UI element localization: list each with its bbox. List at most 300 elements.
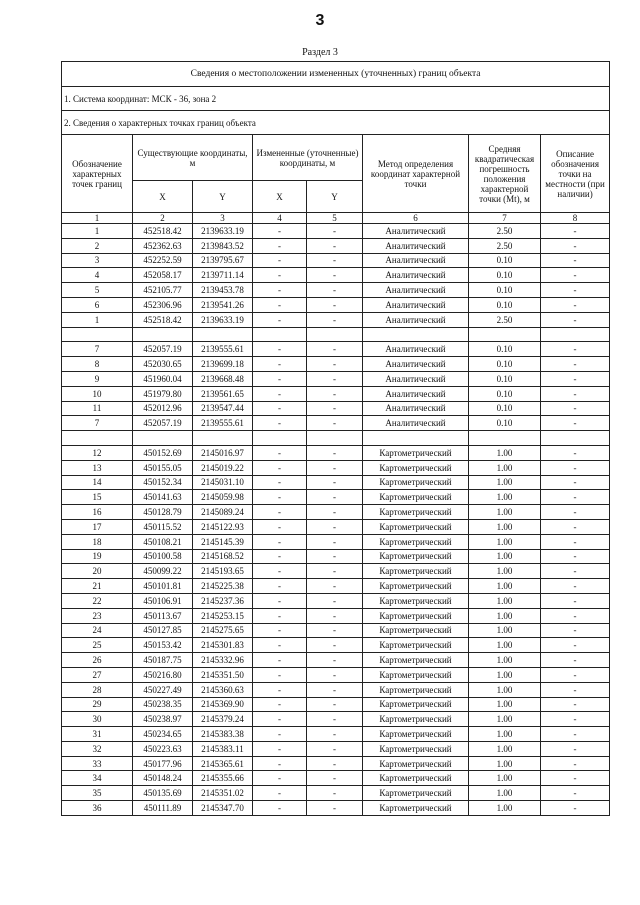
cell-point-number: 21 xyxy=(62,579,133,594)
page-number: 3 xyxy=(315,12,325,29)
cell-error: 0.10 xyxy=(469,342,541,357)
cell-existing-x: 450111.89 xyxy=(133,801,193,816)
cell-error: 0.10 xyxy=(469,371,541,386)
cell-description: - xyxy=(541,682,610,697)
cell-point-number xyxy=(62,327,133,342)
cell-description: - xyxy=(541,505,610,520)
column-number-row xyxy=(62,213,610,224)
table-row xyxy=(62,401,610,416)
cell-existing-x: 450100.58 xyxy=(133,549,193,564)
cell-description: - xyxy=(541,475,610,490)
cell-existing-y: 2139795.67 xyxy=(193,253,253,268)
cell-description: - xyxy=(541,534,610,549)
cell-changed-x: - xyxy=(253,253,307,268)
cell-changed-y: - xyxy=(307,342,363,357)
cell-existing-y: 2139843.52 xyxy=(193,238,253,253)
cell-method: Картометрический xyxy=(363,564,469,579)
cell-existing-x: 450101.81 xyxy=(133,579,193,594)
cell-error: 0.10 xyxy=(469,416,541,431)
col-number: 4 xyxy=(253,213,307,224)
header-existing-y: Y xyxy=(193,181,253,213)
cell-changed-y: - xyxy=(307,312,363,327)
cell-description: - xyxy=(541,564,610,579)
table-row xyxy=(62,697,610,712)
cell-existing-y: 2145369.90 xyxy=(193,697,253,712)
cell-existing-y xyxy=(193,327,253,342)
cell-error: 2.50 xyxy=(469,312,541,327)
cell-changed-y: - xyxy=(307,608,363,623)
cell-existing-y: 2139699.18 xyxy=(193,357,253,372)
cell-method: Аналитический xyxy=(363,283,469,298)
cell-existing-x: 450115.52 xyxy=(133,519,193,534)
header-changed-y: Y xyxy=(307,181,363,213)
cell-changed-x: - xyxy=(253,416,307,431)
cell-point-number: 15 xyxy=(62,490,133,505)
cell-description: - xyxy=(541,238,610,253)
table-row xyxy=(62,297,610,312)
cell-existing-y: 2139555.61 xyxy=(193,416,253,431)
cell-existing-x: 452030.65 xyxy=(133,357,193,372)
cell-changed-x: - xyxy=(253,727,307,742)
cell-point-number: 3 xyxy=(62,253,133,268)
cell-point-number: 12 xyxy=(62,445,133,460)
cell-changed-x: - xyxy=(253,297,307,312)
cell-description: - xyxy=(541,297,610,312)
cell-existing-y: 2145360.63 xyxy=(193,682,253,697)
col-number: 6 xyxy=(363,213,469,224)
cell-error: 1.00 xyxy=(469,564,541,579)
cell-existing-y: 2145031.10 xyxy=(193,475,253,490)
cell-description: - xyxy=(541,756,610,771)
cell-changed-y: - xyxy=(307,638,363,653)
cell-description: - xyxy=(541,593,610,608)
cell-changed-x: - xyxy=(253,357,307,372)
table-row xyxy=(62,445,610,460)
cell-existing-y: 2145351.02 xyxy=(193,786,253,801)
points-header: 2. Сведения о характерных точках границ объекта xyxy=(62,111,610,135)
cell-error: 1.00 xyxy=(469,697,541,712)
cell-existing-x: 450141.63 xyxy=(133,490,193,505)
cell-existing-x: 450177.96 xyxy=(133,756,193,771)
cell-changed-x: - xyxy=(253,682,307,697)
cell-method: Картометрический xyxy=(363,549,469,564)
cell-changed-x: - xyxy=(253,312,307,327)
cell-point-number: 16 xyxy=(62,505,133,520)
cell-changed-x: - xyxy=(253,801,307,816)
cell-changed-y: - xyxy=(307,564,363,579)
cell-description: - xyxy=(541,727,610,742)
table-row xyxy=(62,312,610,327)
cell-method: Картометрический xyxy=(363,741,469,756)
cell-changed-y: - xyxy=(307,697,363,712)
cell-method: Аналитический xyxy=(363,401,469,416)
cell-error: 1.00 xyxy=(469,608,541,623)
cell-changed-x: - xyxy=(253,490,307,505)
cell-existing-x: 450128.79 xyxy=(133,505,193,520)
col-number: 7 xyxy=(469,213,541,224)
cell-description: - xyxy=(541,357,610,372)
cell-existing-x: 450216.80 xyxy=(133,667,193,682)
cell-existing-y: 2145355.66 xyxy=(193,771,253,786)
cell-point-number: 34 xyxy=(62,771,133,786)
cell-error: 1.00 xyxy=(469,490,541,505)
cell-point-number: 13 xyxy=(62,460,133,475)
cell-error: 1.00 xyxy=(469,534,541,549)
cell-point-number: 14 xyxy=(62,475,133,490)
cell-error: 1.00 xyxy=(469,727,541,742)
cell-changed-y: - xyxy=(307,756,363,771)
table-row xyxy=(62,549,610,564)
header-method: Метод определения координат характерной точки xyxy=(363,135,469,213)
cell-error: 2.50 xyxy=(469,238,541,253)
cell-existing-y: 2145122.93 xyxy=(193,519,253,534)
table-row xyxy=(62,253,610,268)
cell-existing-x: 450238.35 xyxy=(133,697,193,712)
cell-existing-x: 450155.05 xyxy=(133,460,193,475)
table-row xyxy=(62,357,610,372)
cell-error: 1.00 xyxy=(469,579,541,594)
table-title: Сведения о местоположении измененных (уточненных) границ объекта xyxy=(62,62,610,87)
cell-point-number: 32 xyxy=(62,741,133,756)
cell-existing-x: 450234.65 xyxy=(133,727,193,742)
cell-existing-y: 2139668.48 xyxy=(193,371,253,386)
cell-existing-y: 2145383.38 xyxy=(193,727,253,742)
table-row xyxy=(62,268,610,283)
cell-point-number: 26 xyxy=(62,653,133,668)
cell-description: - xyxy=(541,283,610,298)
cell-existing-x: 451960.04 xyxy=(133,371,193,386)
cell-description: - xyxy=(541,342,610,357)
cell-error: 1.00 xyxy=(469,475,541,490)
cell-point-number: 6 xyxy=(62,297,133,312)
cell-changed-y: - xyxy=(307,297,363,312)
cell-existing-y: 2145237.36 xyxy=(193,593,253,608)
cell-changed-x: - xyxy=(253,283,307,298)
cell-changed-y: - xyxy=(307,712,363,727)
cell-error: 1.00 xyxy=(469,712,541,727)
cell-existing-y: 2145253.15 xyxy=(193,608,253,623)
cell-existing-x xyxy=(133,431,193,446)
cell-changed-y: - xyxy=(307,667,363,682)
cell-point-number: 19 xyxy=(62,549,133,564)
cell-error: 1.00 xyxy=(469,505,541,520)
cell-method: Картометрический xyxy=(363,638,469,653)
cell-changed-y: - xyxy=(307,623,363,638)
col-number: 2 xyxy=(133,213,193,224)
cell-point-number: 4 xyxy=(62,268,133,283)
cell-changed-y: - xyxy=(307,653,363,668)
cell-method: Картометрический xyxy=(363,697,469,712)
table-row xyxy=(62,801,610,816)
cell-point-number: 18 xyxy=(62,534,133,549)
cell-description: - xyxy=(541,667,610,682)
cell-existing-x: 450153.42 xyxy=(133,638,193,653)
cell-description: - xyxy=(541,519,610,534)
table-row xyxy=(62,579,610,594)
cell-changed-x: - xyxy=(253,712,307,727)
table-row xyxy=(62,771,610,786)
cell-changed-y xyxy=(307,431,363,446)
cell-existing-x: 450148.24 xyxy=(133,771,193,786)
cell-error: 0.10 xyxy=(469,357,541,372)
cell-changed-y: - xyxy=(307,505,363,520)
header-existing-x: X xyxy=(133,181,193,213)
cell-method: Картометрический xyxy=(363,727,469,742)
table-row xyxy=(62,712,610,727)
cell-method: Картометрический xyxy=(363,653,469,668)
col-number: 3 xyxy=(193,213,253,224)
cell-method xyxy=(363,327,469,342)
table-row xyxy=(62,431,610,446)
cell-existing-x: 452012.96 xyxy=(133,401,193,416)
cell-error: 1.00 xyxy=(469,519,541,534)
cell-changed-y: - xyxy=(307,519,363,534)
table-row xyxy=(62,327,610,342)
table-row xyxy=(62,490,610,505)
cell-existing-y: 2145193.65 xyxy=(193,564,253,579)
cell-point-number: 23 xyxy=(62,608,133,623)
cell-changed-x: - xyxy=(253,593,307,608)
cell-point-number: 36 xyxy=(62,801,133,816)
header-error: Средняя квадратическая погрешность положения характерной точки (Mt), м xyxy=(469,135,541,213)
cell-changed-y: - xyxy=(307,771,363,786)
cell-existing-x: 452518.42 xyxy=(133,312,193,327)
table-row xyxy=(62,386,610,401)
cell-existing-x: 452058.17 xyxy=(133,268,193,283)
table-row xyxy=(62,534,610,549)
cell-existing-x: 450187.75 xyxy=(133,653,193,668)
cell-point-number: 7 xyxy=(62,416,133,431)
cell-point-number: 30 xyxy=(62,712,133,727)
cell-existing-y: 2145332.96 xyxy=(193,653,253,668)
cell-error xyxy=(469,327,541,342)
cell-method: Картометрический xyxy=(363,475,469,490)
cell-method: Аналитический xyxy=(363,312,469,327)
cell-method: Картометрический xyxy=(363,667,469,682)
table-row xyxy=(62,505,610,520)
cell-description: - xyxy=(541,697,610,712)
cell-existing-y: 2145145.39 xyxy=(193,534,253,549)
cell-changed-y: - xyxy=(307,534,363,549)
cell-method: Картометрический xyxy=(363,712,469,727)
table-row xyxy=(62,682,610,697)
cell-method: Картометрический xyxy=(363,445,469,460)
col-number: 8 xyxy=(541,213,610,224)
cell-method: Аналитический xyxy=(363,357,469,372)
cell-point-number: 20 xyxy=(62,564,133,579)
cell-existing-y: 2145016.97 xyxy=(193,445,253,460)
cell-existing-y: 2145379.24 xyxy=(193,712,253,727)
cell-point-number: 17 xyxy=(62,519,133,534)
cell-existing-x: 450099.22 xyxy=(133,564,193,579)
cell-changed-x: - xyxy=(253,475,307,490)
cell-changed-y: - xyxy=(307,224,363,239)
cell-changed-y: - xyxy=(307,357,363,372)
cell-method: Аналитический xyxy=(363,268,469,283)
cell-changed-x: - xyxy=(253,342,307,357)
cell-point-number: 1 xyxy=(62,224,133,239)
cell-description: - xyxy=(541,653,610,668)
cell-method: Аналитический xyxy=(363,342,469,357)
cell-error: 1.00 xyxy=(469,741,541,756)
cell-changed-x: - xyxy=(253,786,307,801)
cell-existing-x: 450152.69 xyxy=(133,445,193,460)
cell-error: 1.00 xyxy=(469,667,541,682)
cell-changed-x: - xyxy=(253,534,307,549)
cell-method: Картометрический xyxy=(363,623,469,638)
cell-changed-x: - xyxy=(253,623,307,638)
table-row xyxy=(62,283,610,298)
cell-changed-y: - xyxy=(307,460,363,475)
cell-error: 0.10 xyxy=(469,283,541,298)
cell-changed-x: - xyxy=(253,371,307,386)
cell-point-number: 10 xyxy=(62,386,133,401)
cell-changed-x: - xyxy=(253,445,307,460)
cell-error xyxy=(469,431,541,446)
cell-method: Аналитический xyxy=(363,297,469,312)
cell-existing-x: 452105.77 xyxy=(133,283,193,298)
cell-error: 1.00 xyxy=(469,801,541,816)
cell-description: - xyxy=(541,268,610,283)
cell-changed-x: - xyxy=(253,505,307,520)
cell-changed-y: - xyxy=(307,786,363,801)
cell-existing-y: 2139633.19 xyxy=(193,224,253,239)
cell-error: 2.50 xyxy=(469,224,541,239)
cell-point-number: 25 xyxy=(62,638,133,653)
cell-method: Картометрический xyxy=(363,490,469,505)
cell-point-number: 29 xyxy=(62,697,133,712)
cell-existing-y: 2139561.65 xyxy=(193,386,253,401)
cell-changed-y xyxy=(307,327,363,342)
cell-changed-x xyxy=(253,431,307,446)
table-row xyxy=(62,519,610,534)
cell-description: - xyxy=(541,386,610,401)
cell-error: 1.00 xyxy=(469,623,541,638)
cell-description: - xyxy=(541,253,610,268)
cell-changed-x: - xyxy=(253,238,307,253)
cell-changed-y: - xyxy=(307,268,363,283)
cell-method: Аналитический xyxy=(363,238,469,253)
cell-changed-x: - xyxy=(253,549,307,564)
table-row xyxy=(62,727,610,742)
cell-existing-y: 2139541.26 xyxy=(193,297,253,312)
table-row xyxy=(62,741,610,756)
cell-changed-y: - xyxy=(307,727,363,742)
cell-existing-x: 450227.49 xyxy=(133,682,193,697)
cell-changed-y: - xyxy=(307,401,363,416)
cell-existing-x: 452362.63 xyxy=(133,238,193,253)
cell-error: 0.10 xyxy=(469,268,541,283)
cell-description: - xyxy=(541,460,610,475)
cell-method: Картометрический xyxy=(363,519,469,534)
header-changed-x: X xyxy=(253,181,307,213)
cell-point-number: 27 xyxy=(62,667,133,682)
cell-description: - xyxy=(541,490,610,505)
cell-method: Аналитический xyxy=(363,386,469,401)
cell-description: - xyxy=(541,623,610,638)
cell-method: Картометрический xyxy=(363,771,469,786)
cell-point-number: 1 xyxy=(62,312,133,327)
cell-changed-x: - xyxy=(253,741,307,756)
cell-description xyxy=(541,327,610,342)
cell-existing-y: 2145225.38 xyxy=(193,579,253,594)
cell-changed-x: - xyxy=(253,386,307,401)
cell-description: - xyxy=(541,786,610,801)
cell-description: - xyxy=(541,312,610,327)
cell-changed-y: - xyxy=(307,682,363,697)
cell-point-number: 5 xyxy=(62,283,133,298)
cell-error: 1.00 xyxy=(469,786,541,801)
cell-point-number: 22 xyxy=(62,593,133,608)
cell-method: Аналитический xyxy=(363,253,469,268)
cell-changed-x: - xyxy=(253,519,307,534)
header-designation: Обозначение характерных точек границ xyxy=(62,135,133,213)
cell-existing-y: 2139633.19 xyxy=(193,312,253,327)
cell-existing-x: 452057.19 xyxy=(133,342,193,357)
cell-changed-y: - xyxy=(307,801,363,816)
cell-changed-x: - xyxy=(253,638,307,653)
cell-changed-x: - xyxy=(253,268,307,283)
cell-point-number: 28 xyxy=(62,682,133,697)
cell-point-number: 2 xyxy=(62,238,133,253)
table-row xyxy=(62,638,610,653)
cell-point-number: 9 xyxy=(62,371,133,386)
cell-changed-x: - xyxy=(253,667,307,682)
cell-method: Картометрический xyxy=(363,505,469,520)
table-row xyxy=(62,475,610,490)
cell-description: - xyxy=(541,224,610,239)
cell-error: 1.00 xyxy=(469,756,541,771)
cell-description: - xyxy=(541,801,610,816)
cell-error: 1.00 xyxy=(469,682,541,697)
table-row xyxy=(62,667,610,682)
cell-existing-x: 452057.19 xyxy=(133,416,193,431)
cell-changed-y: - xyxy=(307,741,363,756)
cell-error: 1.00 xyxy=(469,653,541,668)
cell-changed-x: - xyxy=(253,756,307,771)
cell-description: - xyxy=(541,771,610,786)
cell-error: 1.00 xyxy=(469,445,541,460)
cell-method: Картометрический xyxy=(363,608,469,623)
cell-changed-y: - xyxy=(307,579,363,594)
cell-point-number: 31 xyxy=(62,727,133,742)
cell-point-number: 8 xyxy=(62,357,133,372)
cell-existing-y xyxy=(193,431,253,446)
cell-changed-x: - xyxy=(253,224,307,239)
cell-point-number: 24 xyxy=(62,623,133,638)
section-title: Раздел 3 xyxy=(302,47,338,58)
cell-description: - xyxy=(541,608,610,623)
cell-existing-x: 450135.69 xyxy=(133,786,193,801)
cell-existing-y: 2145059.98 xyxy=(193,490,253,505)
cell-existing-x: 450108.21 xyxy=(133,534,193,549)
cell-point-number: 33 xyxy=(62,756,133,771)
cell-changed-x: - xyxy=(253,564,307,579)
cell-method: Картометрический xyxy=(363,460,469,475)
cell-changed-y: - xyxy=(307,490,363,505)
table-row xyxy=(62,416,610,431)
cell-changed-x: - xyxy=(253,653,307,668)
cell-error: 0.10 xyxy=(469,386,541,401)
cell-method: Картометрический xyxy=(363,579,469,594)
cell-point-number: 7 xyxy=(62,342,133,357)
table-row xyxy=(62,593,610,608)
cell-existing-y: 2145351.50 xyxy=(193,667,253,682)
cell-changed-y: - xyxy=(307,283,363,298)
col-number: 1 xyxy=(62,213,133,224)
cell-existing-x: 450127.85 xyxy=(133,623,193,638)
cell-existing-y: 2139711.14 xyxy=(193,268,253,283)
